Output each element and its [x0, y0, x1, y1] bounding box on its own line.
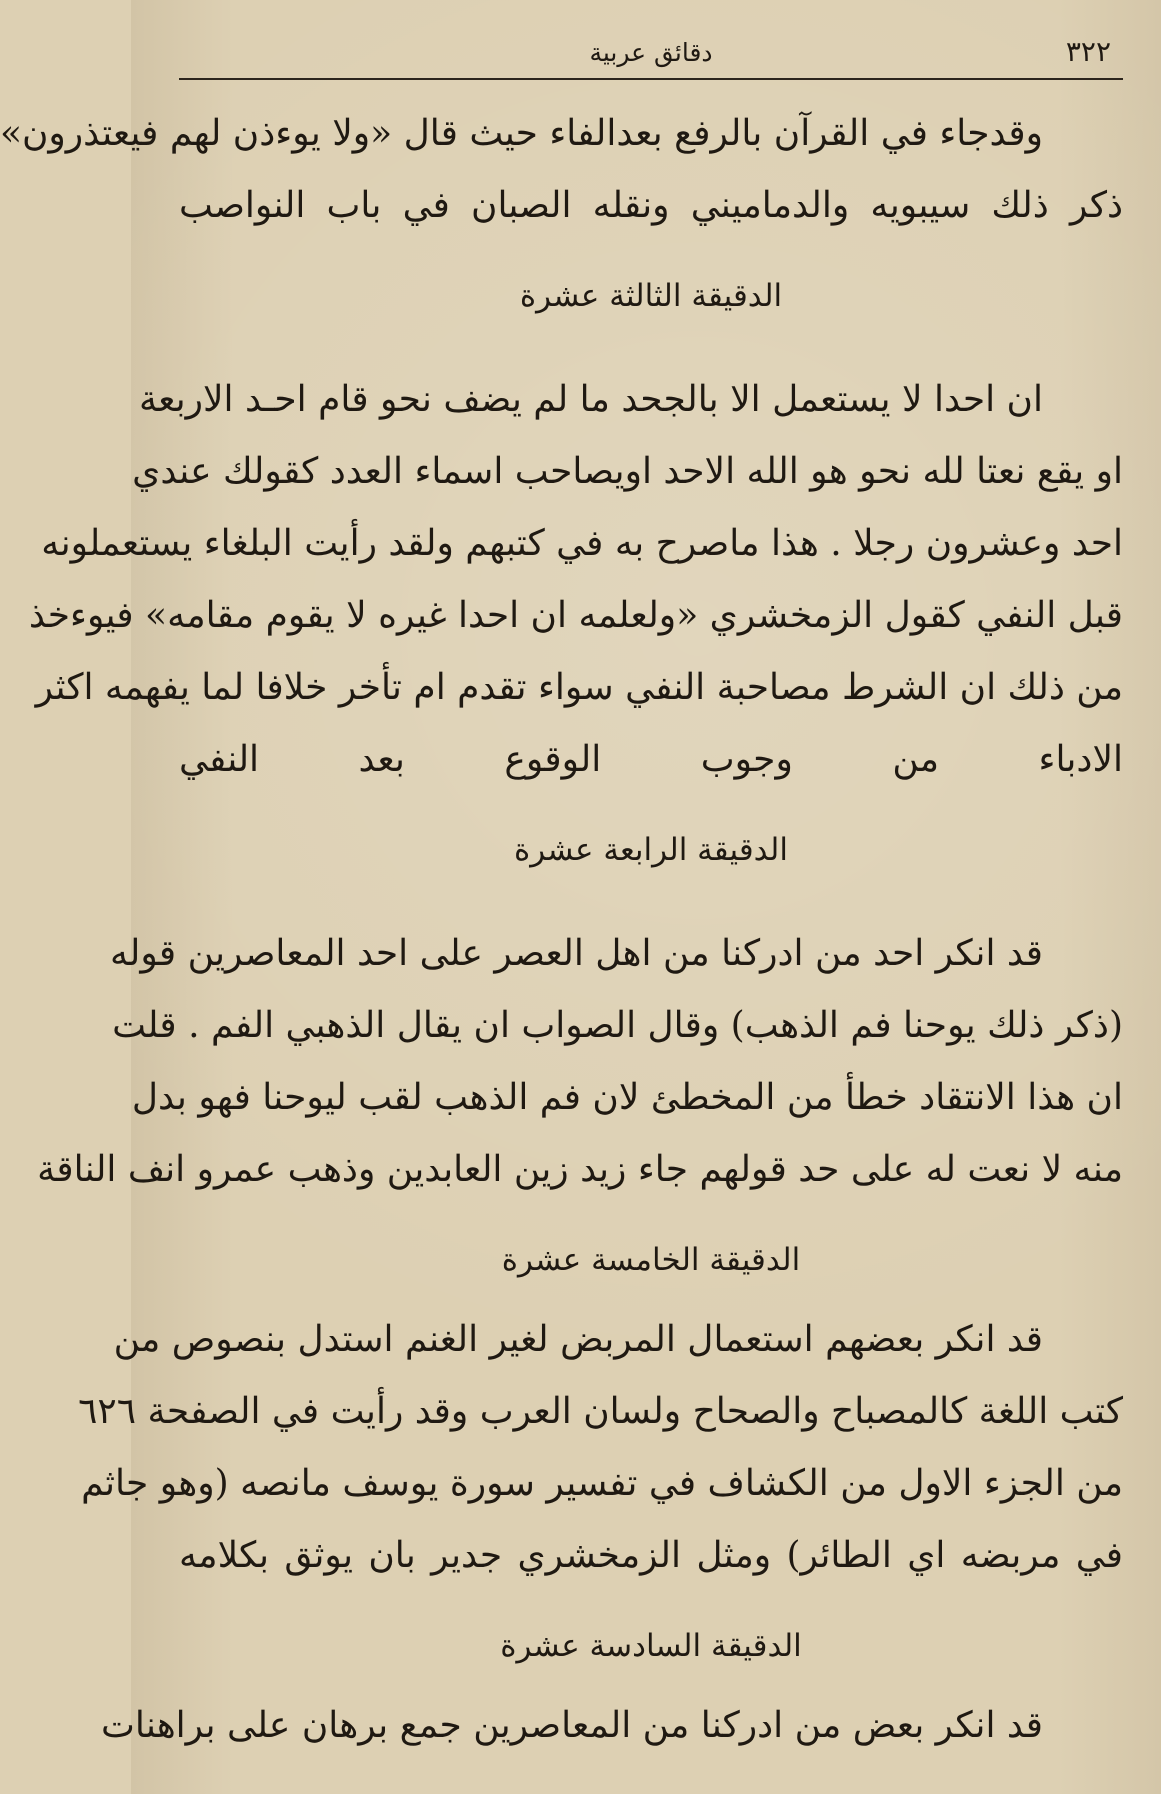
- section-heading: الدقيقة السادسة عشرة: [500, 1628, 802, 1664]
- section-paragraph: [78, 1304, 1124, 1592]
- page-content: [0, 80, 1124, 1762]
- text-line: الادباء من وجوب الوقوع بعد النفي: [179, 739, 1123, 780]
- text-line: قد انكر احد من ادركنا من اهل العصر على احد المعاصرين قوله: [110, 933, 1043, 974]
- section-paragraph: [100, 1690, 1123, 1762]
- text-line: قد انكر بعضهم استعمال المربض لغير الغنم استدل بنصوص من: [113, 1319, 1043, 1360]
- text-line: احد وعشرون رجلا . هذا ماصرح به في كتبهم ولقد رأيت البلغاء يستعملونه: [41, 523, 1123, 564]
- text-line: ذكر ذلك سيبويه والدماميني ونقله الصبان في باب النواصب: [179, 185, 1123, 226]
- text-line: قبل النفي كقول الزمخشري «ولعلمه ان احدا غيره لا يقوم مقامه» فيوءخذ: [28, 595, 1123, 636]
- page-number: ٣٢٢: [1065, 35, 1111, 68]
- text-line: وقدجاء في القرآن بالرفع بعدالفاء حيث قال «ولا يوءذن لهم فيعتذرون»: [0, 113, 1043, 154]
- text-line: (ذكر ذلك يوحنا فم الذهب) وقال الصواب ان يقال الذهبي الفم . قلت: [112, 1005, 1123, 1046]
- intro-paragraph: [0, 98, 1123, 242]
- text-line: من الجزء الاول من الكشاف في تفسير سورة يوسف مانصه (وهو جاثم: [81, 1463, 1123, 1504]
- section-heading: الدقيقة الرابعة عشرة: [514, 832, 788, 868]
- text-line: او يقع نعتا لله نحو هو الله الاحد اويصاحب اسماء العدد كقولك عندي: [132, 451, 1123, 492]
- text-line: منه لا نعت له على حد قولهم جاء زيد زين العابدين وذهب عمرو انف الناقة: [37, 1149, 1123, 1190]
- text-line: ان احدا لا يستعمل الا بالجحد ما لم يضف نحو قام احـد الاربعة: [138, 379, 1043, 420]
- text-line: ان هذا الانتقاد خطأ من المخطئ لان فم الذهب لقب ليوحنا فهو بدل: [131, 1077, 1123, 1118]
- text-line: قد انكر بعض من ادركنا من المعاصرين جمع برهان على براهنات: [100, 1705, 1043, 1746]
- text-line: في مربضه اي الطائر) ومثل الزمخشري جدير بان يوثق بكلامه: [179, 1535, 1124, 1576]
- section-paragraph: [28, 364, 1123, 796]
- section-heading: الدقيقة الخامسة عشرة: [501, 1242, 801, 1278]
- page-header: [179, 30, 1123, 80]
- text-line: كتب اللغة كالمصباح والصحاح ولسان العرب وقد رأيت في الصفحة ٦٢٦: [78, 1391, 1123, 1432]
- text-line: من ذلك ان الشرط مصاحبة النفي سواء تقدم ام تأخر خلافا لما يفهمه اكثر: [35, 667, 1123, 708]
- section-heading: الدقيقة الثالثة عشرة: [519, 278, 783, 314]
- running-title: دقائق عربية: [589, 38, 713, 67]
- section-paragraph: [37, 918, 1123, 1206]
